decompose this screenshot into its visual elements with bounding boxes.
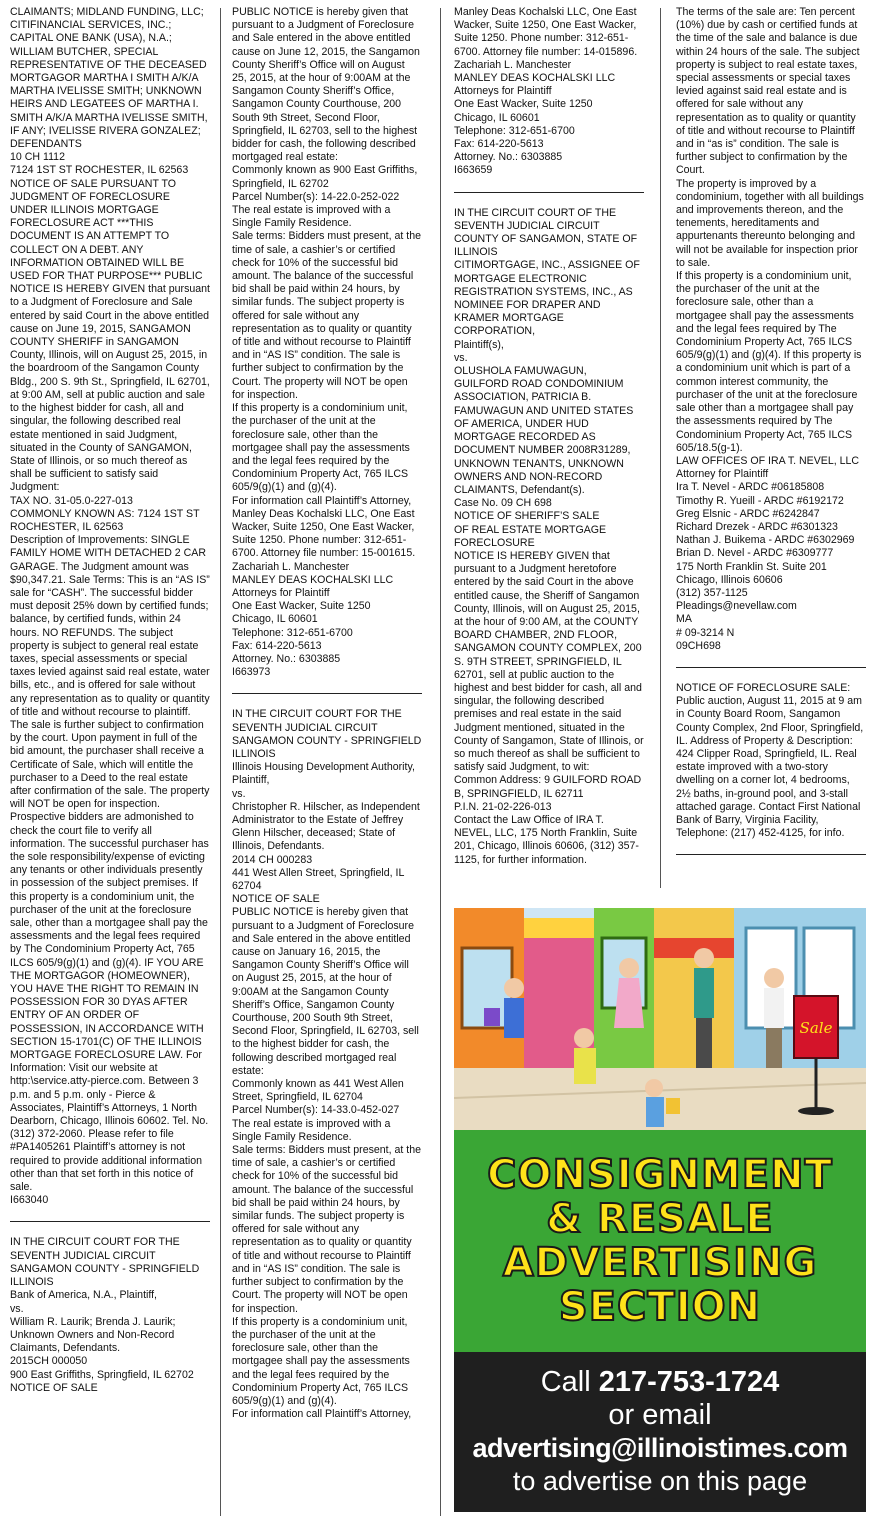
notice-divider — [676, 854, 866, 855]
column-divider — [220, 8, 221, 1516]
notice-divider — [232, 693, 422, 694]
column-3 — [454, 6, 644, 891]
ad-headline-line-1: CONSIGNMENT — [487, 1152, 833, 1198]
legal-notice-clipper-road: NOTICE OF FORECLOSURE SALE: Public auction, August 11, 2015 at 9 am in County Board Room, Sangamon County Complex, 2nd Floor, Springfield, IL. Address of Property & Description: 424 Clipper Road, Springfield, IL. Real estate improved with a two-story dwelling on a corner lot, 4 bedrooms, 2½ baths, in-ground pool, and 3-stall attached garage. Contact First National Bank of Barry, Virginia Facility, Telephone: (217) 452-4125, for info. — [676, 681, 864, 840]
ad-headline-panel — [454, 1130, 866, 1352]
consignment-ad — [454, 908, 866, 1512]
shoppers-illustration — [454, 908, 866, 1130]
column-2 — [232, 6, 422, 1516]
ad-call-prefix: Call — [540, 1366, 599, 1398]
legal-notice-laurik: IN THE CIRCUIT COURT FOR THE SEVENTH JUDICIAL CIRCUIT SANGAMON COUNTY - SPRINGFIELD ILLINOIS Bank of America, N.A., Plaintiff, vs. William R. Laurik; Brenda J. Laurik; Unknown Owners and Non-Record Claimants, Defendants. 2015CH 000050 900 East Griffiths, Springfield, IL 62702 NOTICE OF SALE — [10, 1236, 200, 1394]
column-divider — [440, 8, 441, 1516]
ad-headline-line-2: & RESALE — [546, 1196, 774, 1242]
notice-divider — [454, 192, 644, 193]
column-4 — [676, 6, 866, 891]
column-divider — [660, 8, 661, 888]
ad-headline-line-4: SECTION — [558, 1284, 762, 1330]
legal-notice-hilscher-cont: Manley Deas Kochalski LLC, One East Wacker, Suite 1250, One East Wacker, Suite 1250. Phone number: 312-651-6700. Attorney file number: 14-015896. Zachariah L. Manchester MANLEY DEAS KOCHALSKI LLC Attorneys for Plaintiff One East Wacker, Suite 1250 Chicago, IL 60601 Telephone: 312-651-6700 Fax: 614-220-5613 Attorney. No.: 6303885 I663659 — [454, 6, 638, 177]
sale-sign-text: Sale — [799, 1019, 833, 1037]
ad-call-line — [541, 1366, 780, 1399]
legal-notice-nevel: The terms of the sale are: Ten percent (10%) due by cash or certified funds at the time of the sale and balance is due within 24 hours of the sale. The subject property is subject to real estate taxes, special assessments or special taxes levied against said real estate and is offered for sale without any representation as to quality or quantity of title and without recourse to Plaintiff and in “as is” condition. The sale is further subject to confirmation by the Court. The property is improved by a condominium, together with all buildings and improvements thereon, and the tenements, hereditaments and appurtenants thereunto belonging and will not be available for inspection prior to sale. If this property is a condominium unit, the purchaser of the unit at the foreclosure sale, other than a mortgagee shall pay the assessments and the legal fees required by The Condominium Property Act, 765 ILCS 605/9(g)(1) and (g)(4). If this property is a condominium unit which is part of a common interest community, the purchaser of the unit at the foreclosure sale other than a mortgagee shall pay the assessments required by The Condominium Property Act, 765 ILCS 605/18.5(g-1). LAW OFFICES OF IRA T. NEVEL, LLC Attorney for Plaintiff Ira T. Nevel - ARDC #06185808 Timothy R. Yueill - ARDC #6192172 Greg Elsnic - ARDC #6242847 Richard Drezek - ARDC #6301323 Nathan J. Buikema - ARDC #6302969 Brian D. Nevel - ARDC #6309777 175 North Franklin St. Suite 201 Chicago, Illinois 60606 (312) 357-1125 Pleadings@nevellaw.com MA # 09-3214 N 09CH698 — [676, 6, 864, 652]
notice-divider — [10, 1221, 210, 1222]
column-1 — [10, 6, 210, 1516]
ad-or-email: or email — [608, 1399, 712, 1431]
ad-tagline: to advertise on this page — [512, 1466, 808, 1496]
legal-notice-famuwagun: IN THE CIRCUIT COURT OF THE SEVENTH JUDICIAL CIRCUIT COUNTY OF SANGAMON, STATE OF ILLINOIS CITIMORTGAGE, INC., ASSIGNEE OF MORTGAGE ELECTRONIC REGISTRATION SYSTEMS, INC., AS NOMINEE FOR DRAPER AND KRAMER MORTGAGE CORPORATION, Plaintiff(s), vs. OLUSHOLA FAMUWAGUN, GUILFORD ROAD CONDOMINIUM ASSOCIATION, PATRICIA B. FAMUWAGUN AND UNITED STATES OF AMERICA, UNDER HUD MORTGAGE RECORDED AS DOCUMENT NUMBER 2008R31289, UNKNOWN TENANTS, UNKNOWN OWNERS AND NON-RECORD CLAIMANTS, Defendant(s). Case No. 09 CH 698 NOTICE OF SHERIFF’S SALE OF REAL ESTATE MORTGAGE FORECLOSURE NOTICE IS HEREBY GIVEN that pursuant to a Judgment heretofore entered by the said Court in the above entitled cause, the Sheriff of Sangamon County, Illinois, will on August 25, 2015, at the hour of 9:00 AM, at the COUNTY BOARD CHAMBER, 2ND FLOOR, SANGAMON COUNTY COMPLEX, 200 S. 9TH STREET, SPRINGFIELD, IL 62701, sell at public auction to the highest and best bidder for cash, all and singular, the following described premises and real estate in the said Judgment mentioned, situated in the County of Sangamon, State of Illinois, or so much thereof as shall be sufficient to satisfy said Judgment, to wit: Common Address: 9 GUILFORD ROAD B, SPRINGFIELD, IL 62711 P.I.N. 21-02-226-013 Contact the Law Office of IRA T. NEVEL, LLC, 175 North Franklin, Suite 201, Chicago, Illinois 60606, (312) 357-1125, for further information. — [454, 206, 644, 866]
legal-notice-griffiths: PUBLIC NOTICE is hereby given that pursuant to a Judgment of Foreclosure and Sale entered in the above entitled cause on June 12, 2015, the Sangamon County Sheriff’s Office will on August 25, 2015, at the hour of 9:00AM at the Sangamon County Sheriff’s Office, Sangamon County Courthouse, 200 South 9th Street, Second Floor, Springfield, IL 62703, sell to the highest bidder for cash, the following described mortgaged real estate: Commonly known as 900 East Griffiths, Springfield, IL 62702 Parcel Number(s): 14-22.0-252-022 The real estate is improved with a Single Family Residence. Sale terms: Bidders must present, at the time of sale, a cashier’s or certified check for 10% of the successful bid amount. The balance of the successful bid shall be paid within 24 hours, by similar funds. The subject property is offered for sale without any representation as to quality or quantity of title and without recourse to Plaintiff and in “AS IS” condition. The sale is further subject to confirmation by the Court. The property will NOT be open for inspection. If this property is a condominium unit, the purchaser of the unit at the foreclosure sale, other than the mortgagee shall pay the assessments and the legal fees required by the Condominium Property Act, 765 ILCS 605/9(g)(1) and (g)(4). For information call Plaintiff’s Attorney, Manley Deas Kochalski LLC, One East Wacker, Suite 1250, One East Wacker, Suite 1250. Phone number: 312-651-6700. Attorney file number: 15-001615. Zachariah L. Manchester MANLEY DEAS KOCHALSKI LLC Attorneys for Plaintiff One East Wacker, Suite 1250 Chicago, IL 60601 Telephone: 312-651-6700 Fax: 614-220-5613 Attorney. No.: 6303885 I663973 — [232, 6, 422, 679]
shopping-street-illustration — [454, 908, 866, 1130]
legal-notice-pierce: CLAIMANTS; MIDLAND FUNDING, LLC; CITIFINANCIAL SERVICES, INC.; CAPITAL ONE BANK (USA), N.A.; WILLIAM BUTCHER, SPECIAL REPRESENTATIVE OF THE DECEASED MORTGAGOR MARTHA I SMITH A/K/A MARTHA IVELISSE SMITH; UNKNOWN HEIRS AND LEGATEES OF MARTHA I. SMITH A/K/A MARTHA IVELISSE SMITH, IF ANY; IVELISSE RIVERA GONZALEZ; DEFENDANTS 10 CH 1112 7124 1ST ST ROCHESTER, IL 62563 NOTICE OF SALE PURSUANT TO JUDGMENT OF FORECLOSURE UNDER ILLINOIS MORTGAGE FORECLOSURE ACT ***THIS DOCUMENT IS AN ATTEMPT TO COLLECT ON A DEBT. ANY INFORMATION OBTAINED WILL BE USED FOR THAT PURPOSE*** PUBLIC NOTICE IS HEREBY GIVEN that pursuant to a Judgment of Foreclosure and Sale entered by said Court in the above entitled cause on June 19, 2015, SANGAMON COUNTY SHERIFF in SANGAMON County, Illinois, will on August 25, 2015, in the boardroom of the Sangamon County Bldg., 200 S. 9th St., Springfield, IL 62701, at 9:00 AM, sell at public auction and sale to the highest bidder for cash, all and singular, the following described real estate mentioned in said Judgment, situated in the County of SANGAMON, State of Illinois, or so much thereof as shall be sufficient to satisfy said Judgment: TAX NO. 31-05.0-227-013 COMMONLY KNOWN AS: 7124 1ST ST ROCHESTER, IL 62563 Description of Improvements: SINGLE FAMILY HOME WITH DETACHED 2 CAR GARAGE. The Judgment amount was $90,347.21. Sale Terms: This is an “AS IS” sale for “CASH”. The successful bidder must deposit 25% down by certified funds; balance, by certified funds, within 24 hours. NO REFUNDS. The subject property is subject to general real estate taxes, special assessments or special taxes levied against said real estate, water bills, etc., and is offered for sale without any representation as to quality or quantity of title and without recourse to plaintiff. The sale is further subject to confirmation by the court. Upon payment in full of the bid amount, the purchaser shall receive a Certificate of Sale, which will entitle the purchaser to a Deed to the real estate after confirmation of the sale. The property will NOT be open for inspection. Prospective bidders are admonished to check the court file to verify all information. The successful purchaser has the sole responsibility/expense of evicting any tenants or other individuals presently in possession of the subject premises. If this property is a condominium unit, the purchaser of the unit at the foreclosure sale, other than a mortgagee shall pay the assessments and the legal fees required by The Condominium Property Act, 765 ILCS 605/9(g)(1) and (g)(4). IF YOU ARE THE MORTGAGOR (HOMEOWNER), YOU HAVE THE RIGHT TO REMAIN IN POSSESSION FOR 30 DYAS AFTER ENTRY OF AN ORDER OF POSSESSION, IN ACCORDANCE WITH SECTION 15-1701(C) OF THE ILLINOIS MORTGAGE FORECLOSURE LAW. For Information: Visit our website at http:\service.atty-pierce.com. Between 3 p.m. and 5 p.m. only - Pierce & Associates, Plaintiff’s Attorneys, 1 North Dearborn, Chicago, Illinois 60602. Tel. No. (312) 372-2060. Please refer to file #PA1405261 Plaintiff’s attorney is not required to provide additional information other than that set forth in this notice of sale. I663040 — [10, 6, 210, 1207]
notice-divider — [676, 667, 866, 668]
ad-contact-panel — [454, 1352, 866, 1512]
legal-notice-hilscher: IN THE CIRCUIT COURT FOR THE SEVENTH JUDICIAL CIRCUIT SANGAMON COUNTY - SPRINGFIELD ILLINOIS Illinois Housing Development Authority, Plaintiff, vs. Christopher R. Hilscher, as Independent Administrator to the Estate of Jeffrey Glenn Hilscher, deceased; State of Illinois, Defendants. 2014 CH 000283 441 West Allen Street, Springfield, IL 62704 NOTICE OF SALE PUBLIC NOTICE is hereby given that pursuant to a Judgment of Foreclosure and Sale entered in the above entitled cause on January 16, 2015, the Sangamon County Sheriff’s Office will on August 25, 2015, at the hour of 9:00AM at the Sangamon County Sheriff’s Office, Sangamon County Courthouse, 200 South 9th Street, Second Floor, Springfield, IL 62703, sell to the highest bidder for cash, the following described mortgaged real estate: Commonly known as 441 West Allen Street, Springfield, IL 62704 Parcel Number(s): 14-33.0-452-027 The real estate is improved with a Single Family Residence. Sale terms: Bidders must present, at the time of sale, a cashier’s or certified check for 10% of the successful bid amount. The balance of the successful bid shall be paid within 24 hours, by similar funds. The subject property is offered for sale without any representation as to quality or quantity of title and without recourse to Plaintiff and in “AS IS” condition. The sale is further subject to confirmation by the Court. The property will NOT be open for inspection. If this property is a condominium unit, the purchaser of the unit at the foreclosure sale, other than the mortgagee shall pay the assessments and the legal fees required by the Condominium Property Act, 765 ILCS 605/9(g)(1) and (g)(4). For information call Plaintiff’s Attorney, — [232, 708, 422, 1421]
ad-headline-line-3: ADVERTISING — [502, 1240, 818, 1286]
ad-email-link[interactable]: advertising@illinoistimes.com — [472, 1433, 848, 1463]
ad-phone: 217-753-1724 — [598, 1366, 780, 1398]
